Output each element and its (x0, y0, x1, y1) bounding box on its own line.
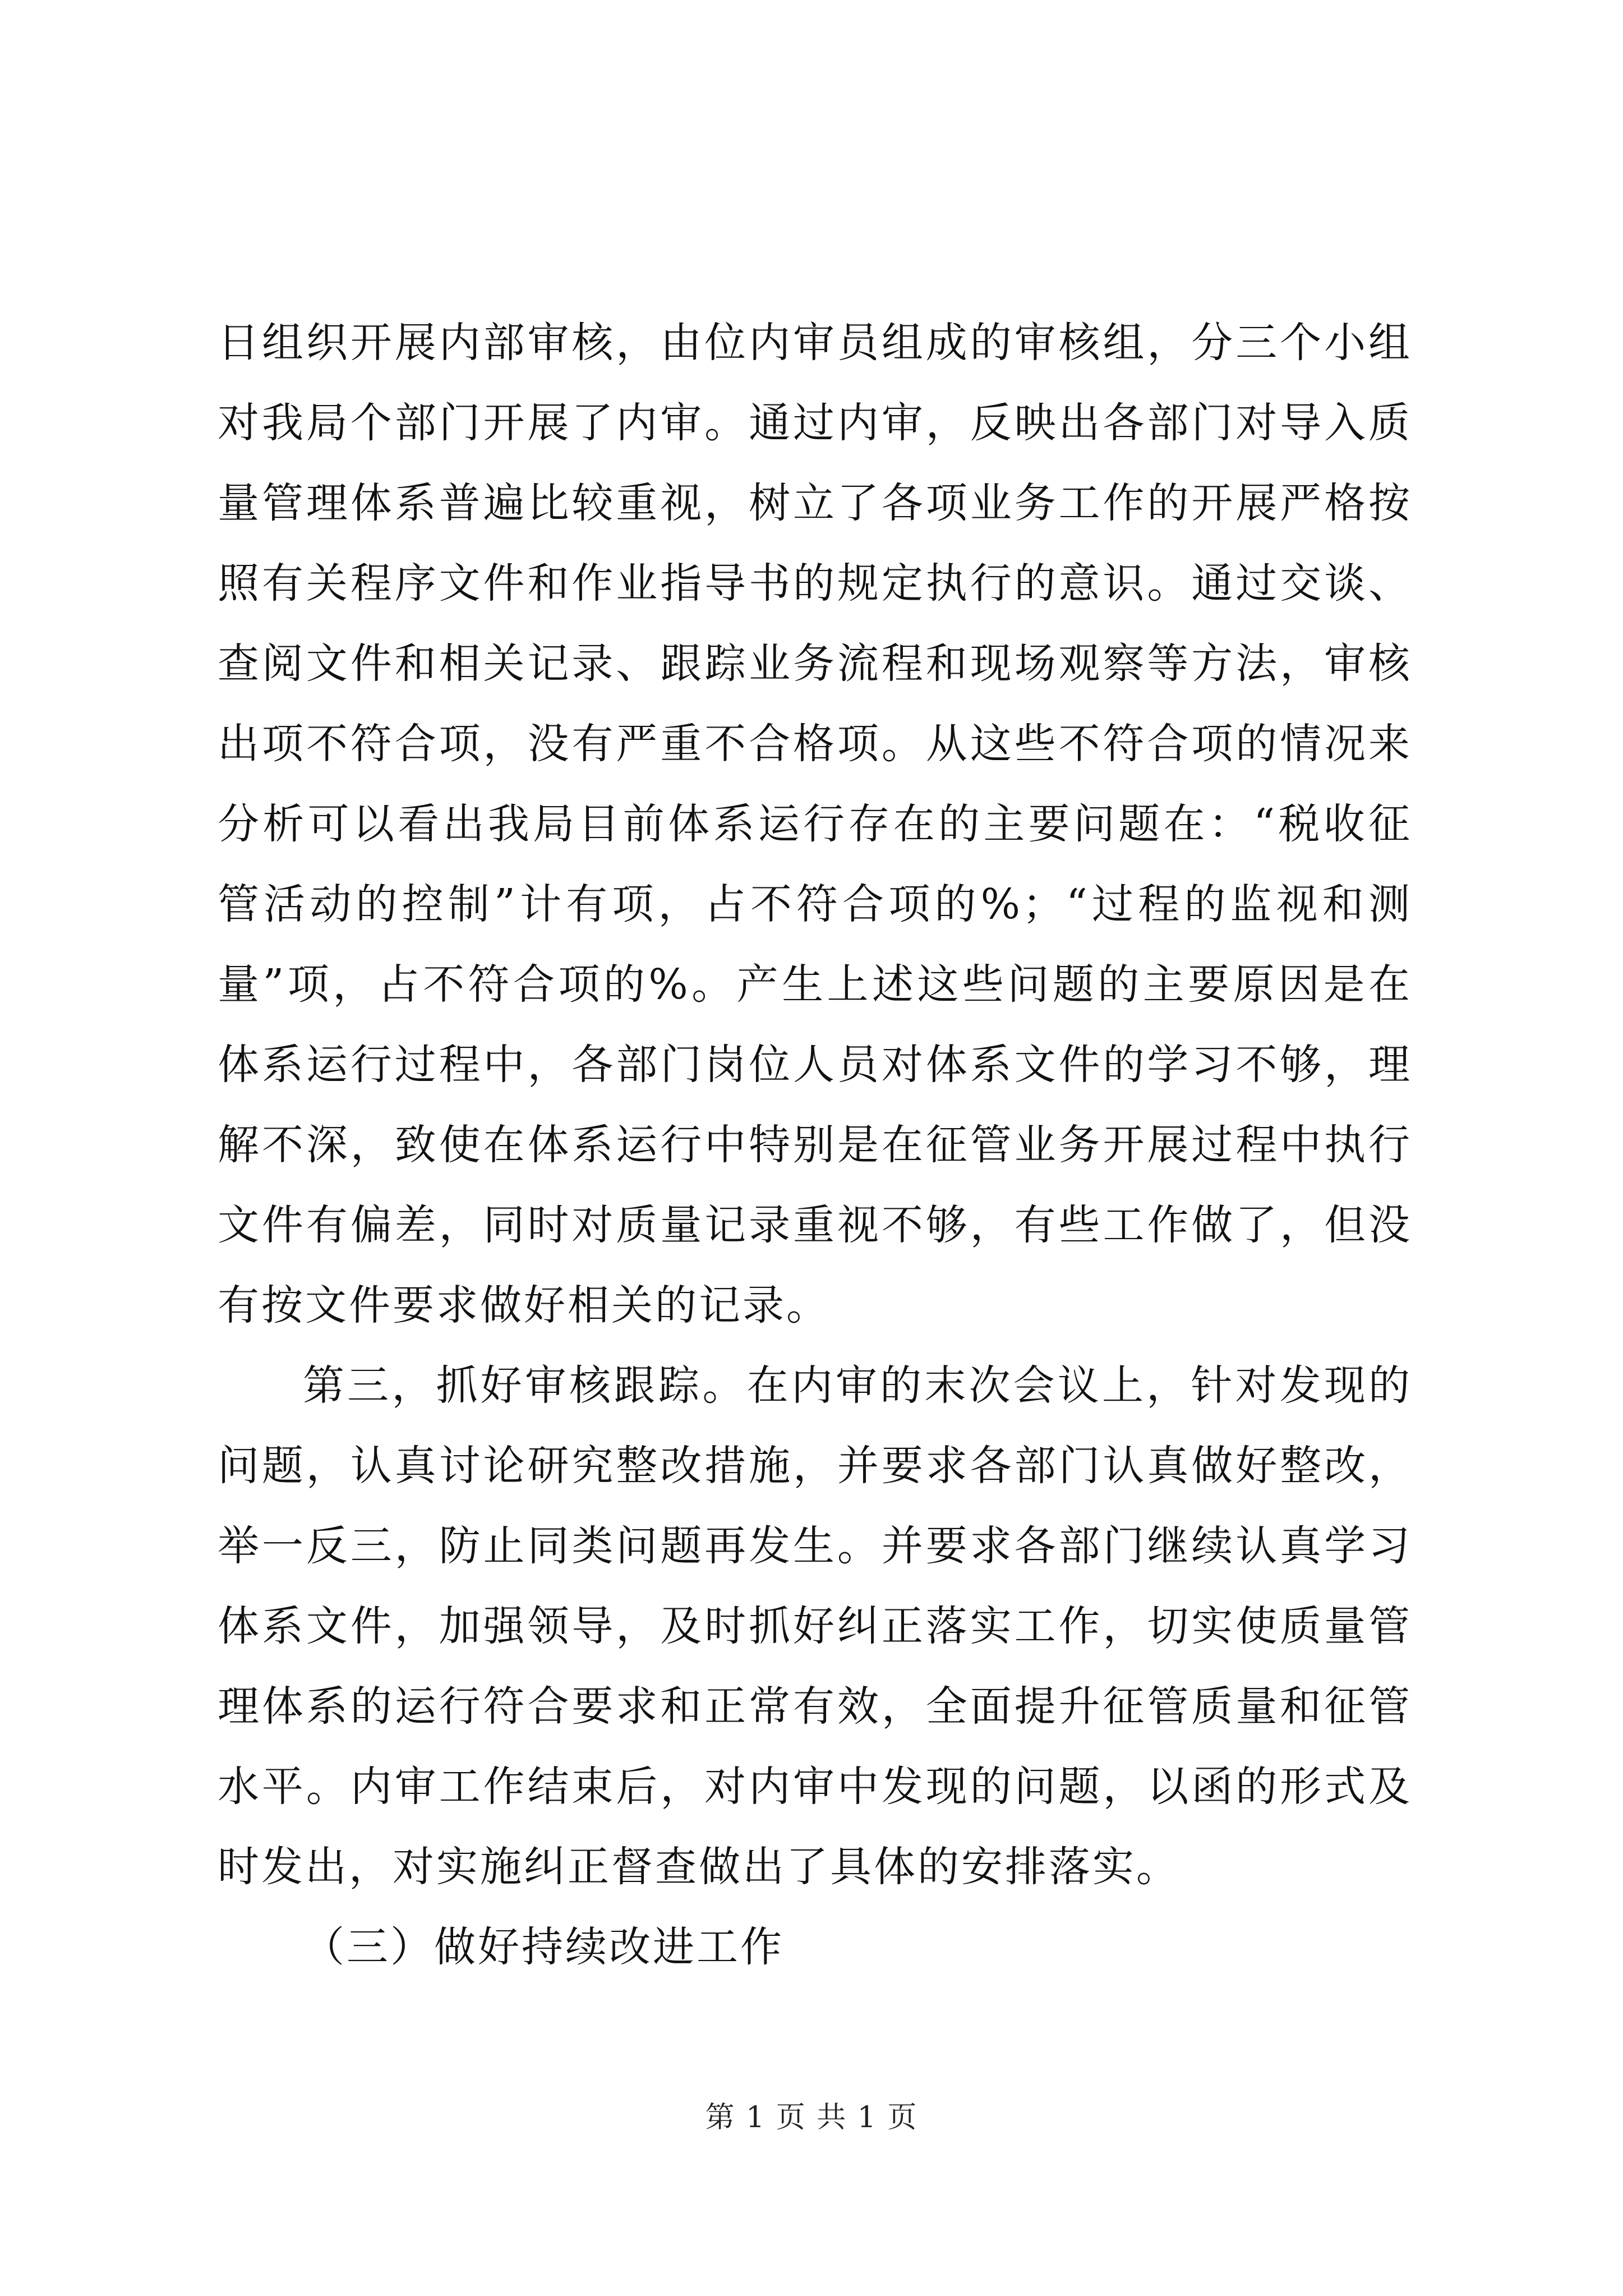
page-footer: 第 1 页 共 1 页 (705, 2101, 918, 2134)
section-heading: （三）做好持续改进工作 (303, 1923, 784, 1971)
paragraph-internal-audit: 日组织开展内部审核，由位内审员组成的审核组，分三个小组对我局个部门开展了内审。通过内审，反映出各部门对导入质量管理体系普遍比较重视，树立了各项业务工作的开展严格按照有关程序文件和作业指导书的规定执行的意识。通过交谈、查阅文件和相关记录、跟踪业务流程和现场观察等方法，审核出项不符合项，没有严重不合格项。从这些不符合项的情况来分析可以看出我局目前体系运行存在的主要问题在：“税收征管活动的控制”计有项，占不符合项的%；“过程的监视和测量”项，占不符合项的%。产生上述这些问题的主要原因是在体系运行过程中，各部门岗位人员对体系文件的学习不够，理解不深，致使在体系运行中特别是在征管业务开展过程中执行文件有偏差，同时对质量记录重视不够，有些工作做了，但没有按文件要求做好相关的记录。 (218, 319, 1412, 1329)
document-body (218, 303, 1412, 1987)
paragraph-audit-follow-up: 第三，抓好审核跟踪。在内审的末次会议上，针对发现的问题，认真讨论研究整改措施，并要求各部门认真做好整改，举一反三，防止同类问题再发生。并要求各部门继续认真学习体系文件，加强领导，及时抓好纠正落实工作，切实使质量管理体系的运行符合要求和正常有效，全面提升征管质量和征管水平。内审工作结束后，对内审中发现的问题，以函的形式及时发出，对实施纠正督查做出了具体的安排落实。 (218, 1361, 1412, 1891)
